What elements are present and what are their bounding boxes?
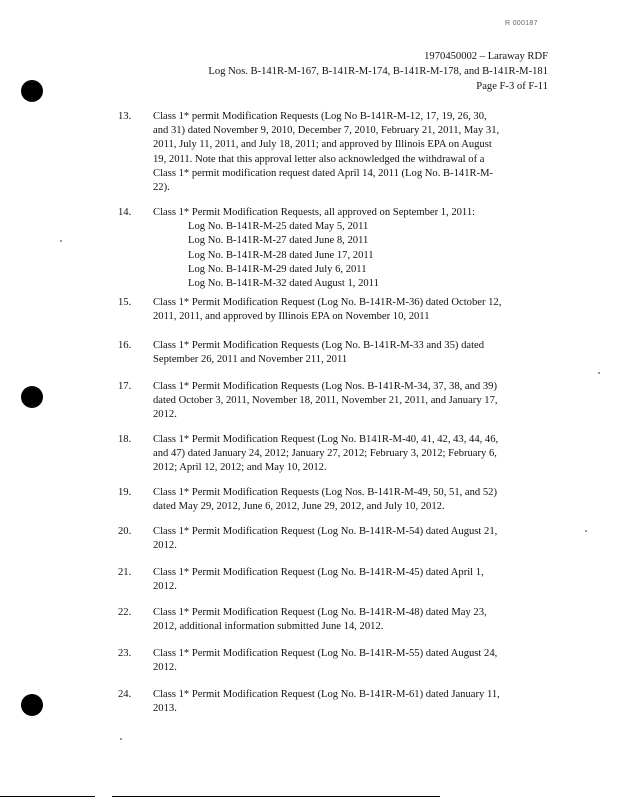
sub-item-line: Log No. B-141R-M-27 dated June 8, 2011 bbox=[188, 235, 369, 247]
punch-hole-bottom bbox=[21, 694, 43, 716]
item-number: 13. bbox=[118, 111, 132, 122]
sub-item-line: Log No. B-141R-M-25 dated May 5, 2011 bbox=[188, 221, 369, 233]
bottom-rule-left bbox=[0, 796, 95, 797]
list-item bbox=[118, 110, 563, 195]
item-text-line: 19, 2011. Note that this approval letter also acknowledged the withdrawal of a bbox=[153, 153, 485, 165]
item-text-line: Class 1* Permit Modification Requests (Log Nos. B-141R-M-34, 37, 38, and 39) bbox=[153, 381, 497, 392]
punch-hole-top bbox=[21, 80, 43, 102]
list-item bbox=[118, 647, 563, 675]
item-number: 15. bbox=[118, 297, 132, 308]
item-number: 19. bbox=[118, 487, 132, 498]
list-item bbox=[118, 486, 563, 514]
sub-item-line: Log No. B-141R-M-29 dated July 6, 2011 bbox=[188, 263, 367, 275]
item-text-line: 2012. bbox=[153, 409, 177, 421]
item-text-line: 2012; April 12, 2012; and May 10, 2012. bbox=[153, 462, 327, 474]
item-text-line: Class 1* Permit Modification Request (Log No. B141R-M-40, 41, 42, 43, 44, 46, bbox=[153, 434, 499, 445]
item-text-line: Class 1* permit Modification Requests (Log No B-141R-M-12, 17, 19, 26, 30, bbox=[153, 111, 487, 122]
item-text-line: 2011, July 11, 2011, and July 18, 2011; and approved by Illinois EPA on August bbox=[153, 139, 492, 151]
scan-speck bbox=[585, 530, 587, 532]
item-number: 22. bbox=[118, 607, 132, 618]
item-text-line: 2012, additional information submitted June 14, 2012. bbox=[153, 621, 384, 633]
list-item bbox=[118, 606, 563, 634]
item-text-line: Class 1* Permit Modification Request (Log No. B-141R-M-54) dated August 21, bbox=[153, 526, 498, 537]
item-text-line: dated May 29, 2012, June 6, 2012, June 29, 2012, and July 10, 2012. bbox=[153, 501, 445, 513]
item-text-line: dated October 3, 2011, November 18, 2011, November 21, 2011, and January 17, bbox=[153, 395, 498, 407]
item-text-line: Class 1* Permit Modification Request (Log No. B-141R-M-45) dated April 1, bbox=[153, 567, 484, 578]
item-text-line: September 26, 2011 and November 211, 2011 bbox=[153, 354, 348, 366]
item-text-line: 2013. bbox=[153, 703, 177, 715]
item-text-line: and 47) dated January 24, 2012; January 27, 2012; February 3, 2012; February 6, bbox=[153, 448, 497, 460]
item-text-line: Class 1* Permit Modification Request (Log No. B-141R-M-61) dated January 11, bbox=[153, 689, 500, 700]
item-text-line: Class 1* Permit Modification Request (Log No. B-141R-M-48) dated May 23, bbox=[153, 607, 487, 618]
punch-hole-middle bbox=[21, 386, 43, 408]
list-item bbox=[118, 206, 563, 291]
item-text-line: Class 1* Permit Modification Requests, all approved on September 1, 2011: bbox=[153, 207, 476, 218]
scan-speck bbox=[120, 738, 122, 740]
header-facility-id: 1970450002 – Laraway RDF bbox=[424, 51, 548, 62]
list-item bbox=[118, 380, 563, 423]
item-number: 24. bbox=[118, 689, 132, 700]
item-text-line: 22). bbox=[153, 182, 170, 194]
bates-stamp: R 000187 bbox=[505, 20, 538, 27]
item-text-line: Class 1* permit modification request dated April 14, 2011 (Log No. B-141R-M- bbox=[153, 167, 494, 179]
scan-speck bbox=[60, 240, 62, 242]
item-text-line: Class 1* Permit Modification Request (Log No. B-141R-M-36) dated October 12, bbox=[153, 297, 502, 308]
item-text-line: Class 1* Permit Modification Requests (Log No. B-141R-M-33 and 35) dated bbox=[153, 340, 485, 351]
item-text-line: Class 1* Permit Modification Request (Log No. B-141R-M-55) dated August 24, bbox=[153, 648, 498, 659]
list-item bbox=[118, 566, 563, 594]
list-item bbox=[118, 339, 563, 367]
item-text-line: 2011, 2011, and approved by Illinois EPA on November 10, 2011 bbox=[153, 311, 430, 323]
sub-item-line: Log No. B-141R-M-32 dated August 1, 2011 bbox=[188, 278, 379, 290]
item-number: 16. bbox=[118, 340, 132, 351]
header-log-numbers: Log Nos. B-141R-M-167, B-141R-M-174, B-141R-M-178, and B-141R-M-181 bbox=[208, 66, 548, 77]
sub-item-line: Log No. B-141R-M-28 dated June 17, 2011 bbox=[188, 249, 374, 261]
item-number: 18. bbox=[118, 434, 132, 445]
list-item bbox=[118, 688, 563, 716]
list-item bbox=[118, 296, 563, 324]
item-text-line: Class 1* Permit Modification Requests (Log Nos. B-141R-M-49, 50, 51, and 52) bbox=[153, 487, 497, 498]
list-item bbox=[118, 433, 563, 476]
item-number: 20. bbox=[118, 526, 132, 537]
scan-speck bbox=[598, 372, 600, 374]
item-text-line: 2012. bbox=[153, 540, 177, 552]
item-text-line: 2012. bbox=[153, 662, 177, 674]
item-number: 17. bbox=[118, 381, 132, 392]
item-number: 21. bbox=[118, 567, 132, 578]
header-page-number: Page F-3 of F-11 bbox=[476, 81, 548, 92]
list-item bbox=[118, 525, 563, 553]
item-text-line: and 31) dated November 9, 2010, December 7, 2010, February 21, 2011, May 31, bbox=[153, 125, 500, 137]
item-number: 23. bbox=[118, 648, 132, 659]
item-text-line: 2012. bbox=[153, 581, 177, 593]
bottom-rule-right bbox=[112, 796, 440, 797]
item-number: 14. bbox=[118, 207, 132, 218]
